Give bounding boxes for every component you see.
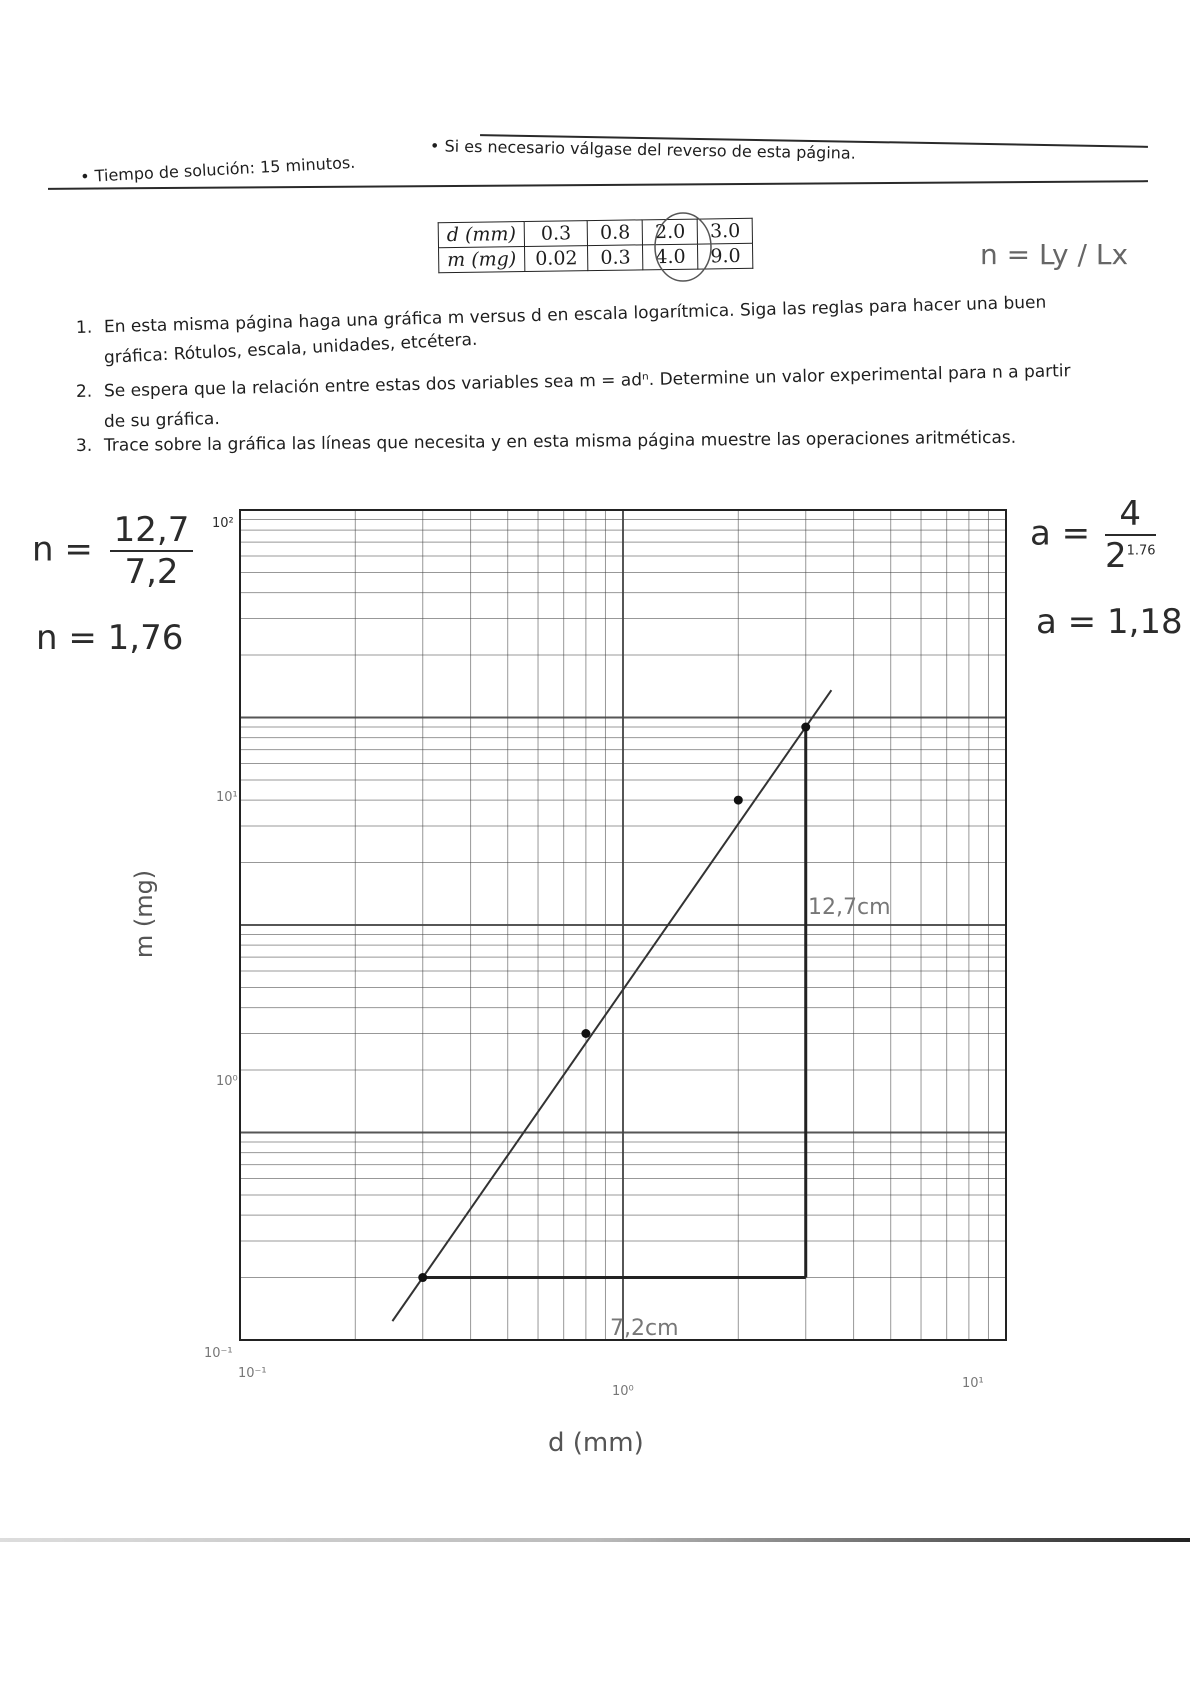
y-tick-bottom: 10⁻¹ [204, 1346, 233, 1361]
y-axis-label: m (mg) [130, 869, 159, 959]
y-tick-low: 10⁰ [216, 1074, 238, 1089]
lx-label: 7,2cm [610, 1316, 679, 1341]
d-value: 3.0 [698, 218, 753, 244]
a-denominator: 2 [1104, 536, 1127, 576]
scan-edge [0, 1538, 1190, 1542]
data-point [801, 722, 810, 731]
a-result: a = 1,18 [1036, 602, 1183, 642]
m-value: 9.0 [698, 243, 753, 269]
y-tick-top: 10² [212, 516, 234, 531]
d-value: 2.0 [643, 219, 698, 245]
a-lhs: a = [1030, 513, 1091, 554]
d-value: 0.8 [588, 220, 643, 246]
x-tick-mid: 10⁰ [612, 1384, 634, 1399]
ly-label: 12,7cm [808, 895, 891, 920]
instruction-2-cont: de su gráfica. [103, 408, 220, 432]
instruction-number: 1. [75, 317, 93, 338]
a-numerator: 4 [1105, 494, 1156, 536]
x-tick-left: 10⁻¹ [238, 1366, 267, 1381]
data-point [734, 796, 743, 805]
fit-line [392, 690, 831, 1321]
instruction-text: Trace sobre la gráfica las líneas que necesita y en esta misma página muestre las operaciones aritméticas. [103, 427, 1017, 456]
x-tick-right: 10¹ [962, 1376, 984, 1391]
d-value: 0.3 [524, 221, 588, 247]
x-axis-label: d (mm) [548, 1428, 644, 1458]
instruction-text: Se espera que la relación entre estas dos variables sea m = adⁿ. Determine un valor experimental para n a partir [103, 361, 1071, 402]
data-point [581, 1029, 590, 1038]
n-result: n = 1,76 [36, 618, 184, 658]
reverse-note: • Si es necesario válgase del reverso de esta página. [429, 136, 856, 163]
m-value: 0.3 [588, 245, 643, 271]
n-numerator: 12,7 [110, 510, 194, 552]
y-tick-mid: 10¹ [216, 790, 238, 805]
m-value: 4.0 [643, 244, 698, 270]
formula-top: n = Ly / Lx [980, 238, 1129, 271]
n-lhs: n = [32, 529, 93, 570]
n-denominator: 7,2 [124, 552, 179, 592]
row-label-d: d (mm) [438, 221, 524, 247]
m-value: 0.02 [525, 246, 589, 272]
time-note: • Tiempo de solución: 15 minutos. [79, 152, 356, 187]
data-point [418, 1273, 427, 1282]
instruction-1-cont: gráfica: Rótulos, escala, unidades, etcétera. [103, 329, 478, 368]
instruction-text: En esta misma página haga una gráfica m versus d en escala logarítmica. Siga las reglas para hacer una buen [103, 292, 1047, 338]
instruction-number: 2. [75, 381, 93, 402]
row-label-m: m (mg) [439, 246, 525, 272]
instruction-number: 3. [75, 435, 93, 456]
a-exponent: 1.76 [1126, 543, 1156, 559]
